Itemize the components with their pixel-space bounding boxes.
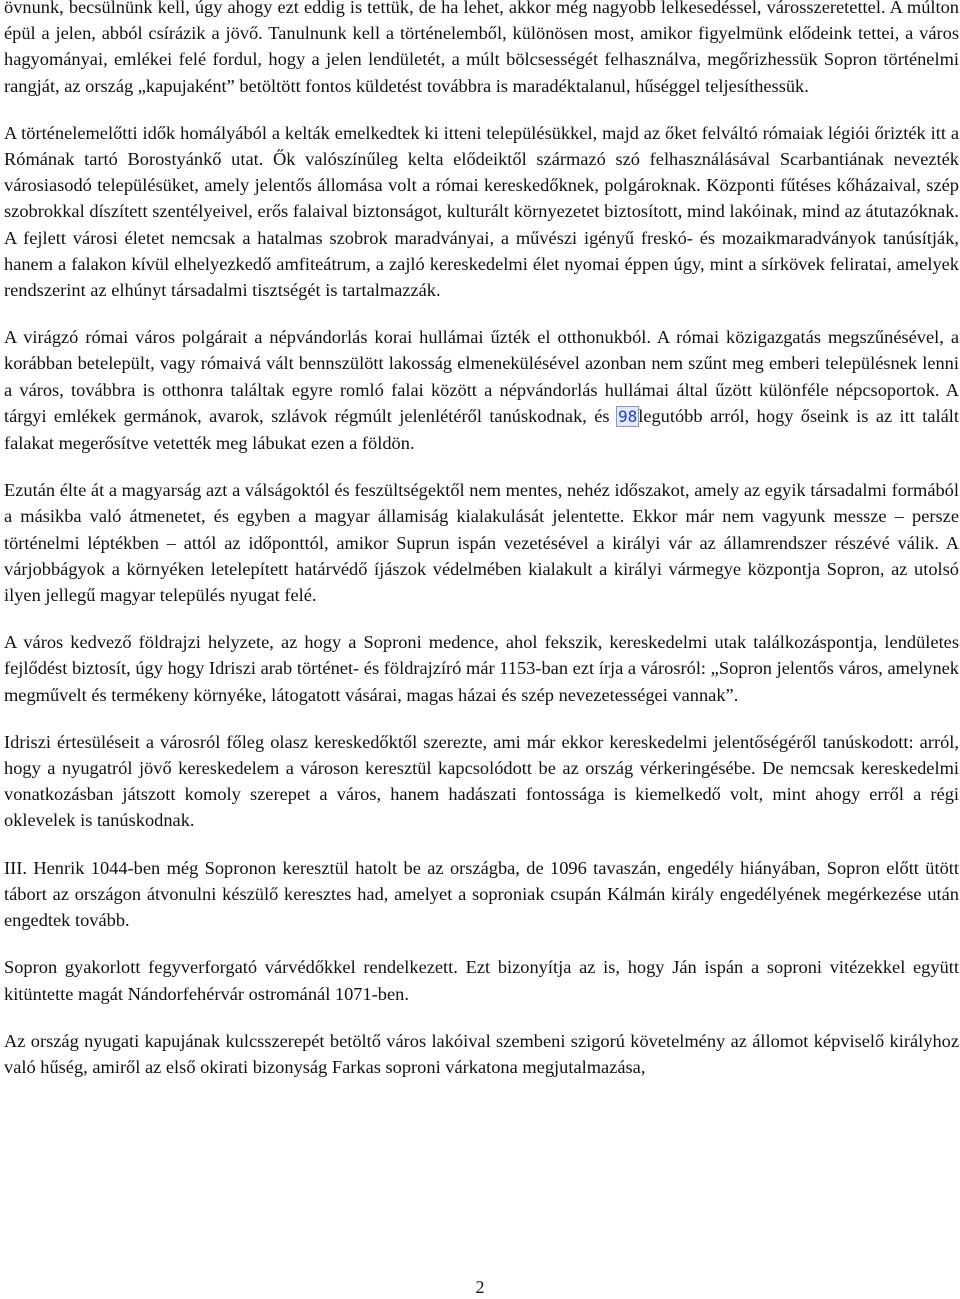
paragraph-8: Sopron gyakorlott fegyverforgató várvédőkkel rendelkezett. Ezt bizonyítja az is, hogy Ján ispán a soproni vitézekkel együtt kitüntette magát Nándorfehérvár ostrománál 1071-ben. [4, 957, 959, 1004]
paragraph-3-after: legutóbb arról, hogy őseink is az itt talált falakat megerősítve vetették meg lábukat ezen a földön. [4, 405, 959, 454]
paragraph-4: Ezután élte át a magyarság azt a válságoktól és feszültségektől nem mentes, nehéz időszakot, amely az egyik társadalmi formából a másikba való átmenetet, és egyben a magyar államiság kialakulását jelentette. Ekkor már nem vagyunk messze – persze történelmi léptékben – attól az időponttól, amikor Suprun ispán vezetésével a királyi vár az államrendszer részévé válik. A várjobbágyok a környéken letelepített határvédő íjászok védelmében kialakult a királyi vármegye központja Sopron, az utolsó ilyen jellegű magyar település nyugat felé. [4, 480, 959, 606]
page-number: 2 [475, 1277, 485, 1297]
paragraph-5: A város kedvező földrajzi helyzete, az hogy a Soproni medence, ahol fekszik, kereskedelmi utak találkozáspontja, lendületes fejlődést biztosít, úgy hogy Idriszi arab történet- és földrajzíró már 1153-ban ezt írja a városról: „Sopron jelentős város, amelynek megművelt és termékeny környéke, látogatott vásárai, magas házai és szép nevezetességei vannak”. [4, 632, 959, 705]
body-text [4, 0, 959, 1101]
paragraph-3-before: A virágzó római város polgárait a népvándorlás korai hullámai űzték el otthonukból. A római közigazgatás megszűnésével, a korábban betelepült, vagy rómaivá vált bennszülött lakosság elmenekülésével azonban nem szűnt meg emberi településnek lenni a város, továbbra is otthonra találtak egyre romló falai között a népvándorlás hullámai által űzött különféle népcsoportok. A tárgyi emlékek germánok, avarok, szlávok régmúlt jelenlétéről tanúskodnak, és [4, 327, 959, 426]
paragraph-7: III. Henrik 1044-ben még Sopronon keresztül hatolt be az országba, de 1096 tavaszán, engedély hiányában, Sopron előtt ütött tábort az országon átvonulni készülő keresztes had, amelyet a soproniak csupán Kálmán király engedélyének megérkezése után engedtek tovább. [4, 857, 959, 931]
paragraph-6: Idriszi értesüléseit a városról főleg olasz kereskedőktől szerezte, ami már ekkor kereskedelmi jelentőségéről tanúskodott: arról, hogy a nyugatról jövő kereskedelem a városon keresztül kapcsolódott be az ország vérkeringésébe. De nemcsak kereskedelmi vonatkozásban játszott komoly szerepet a város, hanem hadászati fontossága is kiemelkedő volt, mint ahogy erről a régi oklevelek is tanúskodnak. [4, 731, 959, 831]
paragraph-9: Az ország nyugati kapujának kulcsszerepét betöltő város lakóival szembeni szigorú követelmény az állomot képviselő királyhoz való hűség, amiről az első okirati bizonyság Farkas soproni várkatona megjutalmazása, [4, 1030, 959, 1077]
paragraph-2: A történelemelőtti idők homályából a kelták emelkedtek ki itteni településükkel, majd az őket felváltó rómaiak légiói őrizték itt a Rómának tartó Borostyánkő utat. Ők valószínűleg kelta elődeiktől származó szó felhasználásával Scarbantiának nevezték városiasodó településüket, amely jelentős állomása volt a római kereskedőknek, polgároknak. Központi fűtéses kőházaival, szép szobrokkal díszített szentélyeivel, erős falaival biztonságot, kulturált környezetet biztosított, mind lakóinak, mind az átutazóknak. A fejlett városi életet nemcsak a hatalmas szobrok maradványai, a művészi igényű freskó- és mozaikmaradványok tanúsítják, hanem a falakon kívül elhelyezkedő amfiteátrum, a zajló kereskedelmi élet nyomai éppen úgy, mint a sírkövek feliratai, amelyek rendszerint az elhúnyt társadalmi tisztségét is tartalmazzák. [4, 122, 959, 301]
highlighted-number: 98 [617, 406, 638, 426]
paragraph-3 [4, 324, 959, 456]
paragraph-1: övnunk, becsülnünk kell, úgy ahogy ezt eddig is tettük, de ha lehet, akkor még nagyobb lelkesedéssel, városszeretettel. A múlton épül a jelen, abból csírázik a jövő. Tanulnunk kell a történelemből, különösen most, amikor figyelmünk elődeink tettei, a város hagyományai, emlékei felé fordul, hogy a jelen lendületét, a múlt bölcsességét felhasználva, megőrizhessük Sopron történelmi rangját, az ország „kapujaként” betöltött fontos küldetést továbbra is maradéktalanul, hűséggel teljesíthessük. [4, 0, 959, 96]
